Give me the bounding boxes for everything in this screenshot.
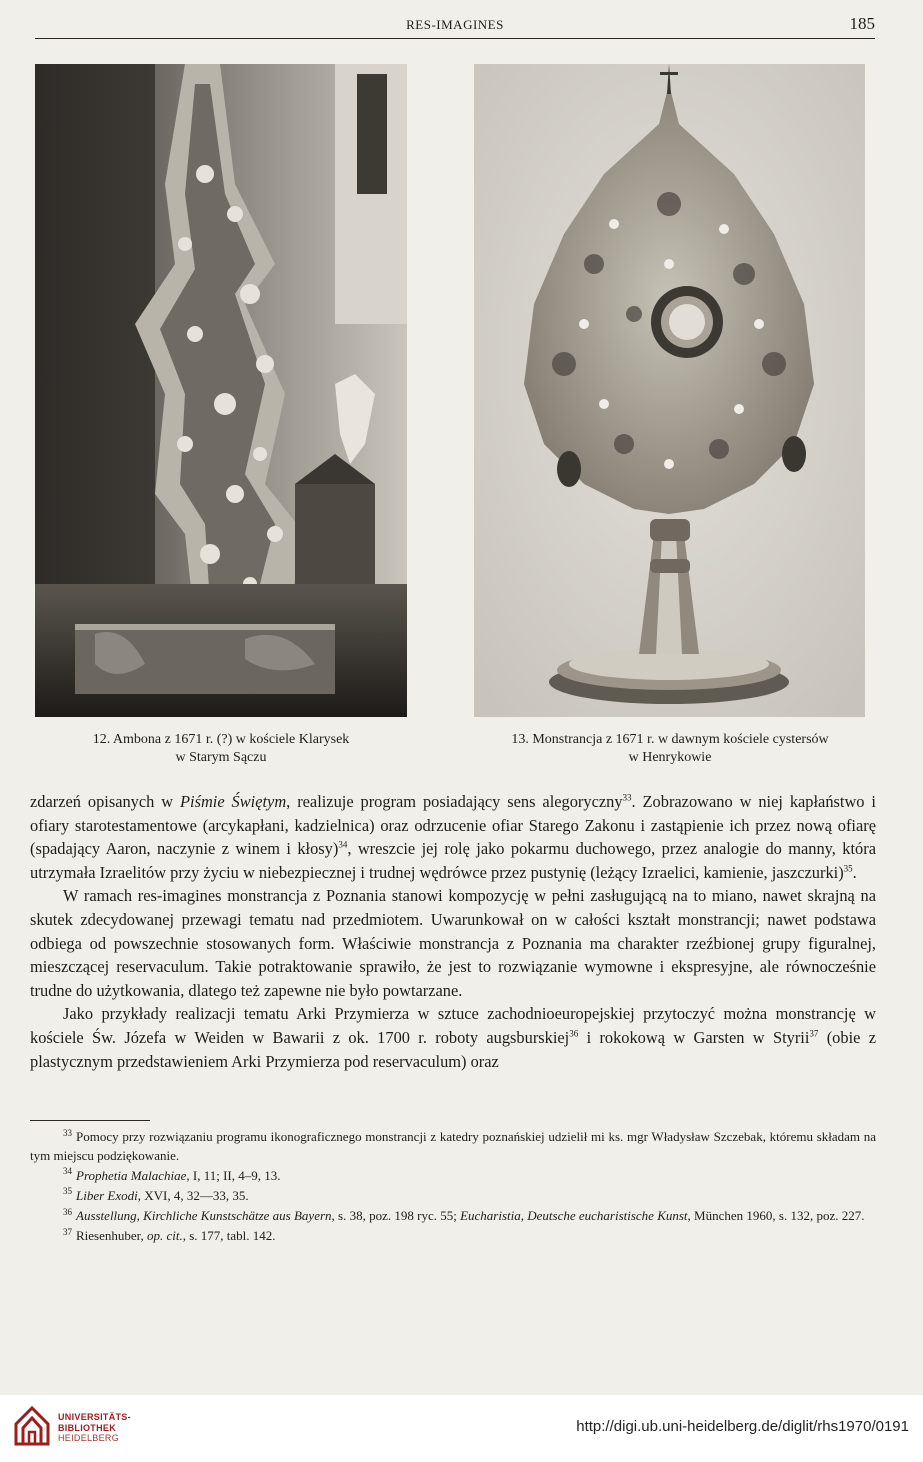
- text-run: Pomocy przy rozwiązaniu programu ikonograficznego monstrancji z katedry poznańskiej udzielił mi ks. mgr Władysław Szczebak, któremu składam na tym miejscu podziękowanie.: [30, 1129, 876, 1163]
- running-title: RES-IMAGINES: [406, 17, 504, 32]
- text-run: Riesenhuber,: [76, 1227, 147, 1243]
- text-run: Jako przykłady realizacji tematu Arki Przymierza w sztuce zachodnioeuropejskiej przytoczyć można monstrancję w kościele Św. Józefa w Weiden w Bawarii z ok. 1700 r. roboty augsburskiej: [30, 1004, 876, 1047]
- text-run: , s. 38, poz. 198 ryc. 55;: [331, 1207, 461, 1223]
- title-italic: Eucharistia, Deutsche eucharistische Kunst: [460, 1207, 688, 1223]
- figure-12-caption: [35, 731, 407, 767]
- footnote-ref[interactable]: 35: [843, 863, 853, 874]
- footnote-rule: [30, 1120, 150, 1121]
- footnote-number: 35: [63, 1186, 72, 1197]
- caption-line: 13. Monstrancja z 1671 r. w dawnym kościele cystersów: [511, 732, 829, 747]
- university-library-logo-icon[interactable]: [12, 1404, 52, 1448]
- body-text: [30, 790, 876, 1073]
- footnote-ref[interactable]: 33: [622, 792, 632, 803]
- text-run: , XVI, 4, 32—33, 35.: [137, 1187, 249, 1203]
- footnote-number: 37: [63, 1226, 72, 1237]
- footer-bar: [0, 1395, 923, 1462]
- caption-line: w Starym Sączu: [175, 750, 267, 765]
- text-run: (obie z plastycznym przedstawieniem Arki Przymierza pod reservaculum) oraz: [30, 1027, 876, 1071]
- footnote-number: 36: [63, 1206, 72, 1217]
- library-name-line: UNIVERSITÄTS-: [58, 1412, 131, 1422]
- footnote-number: 34: [63, 1166, 72, 1177]
- text-run: i rokokową w Garsten w Styrii: [578, 1027, 810, 1047]
- text-run: , München 1960, s. 132, poz. 227.: [687, 1207, 865, 1223]
- footnote: [30, 1167, 876, 1186]
- footnotes: [30, 1128, 876, 1247]
- digital-library-url-link[interactable]: http://digi.ub.uni-heidelberg.de/diglit/rhs1970/0191: [576, 1418, 909, 1435]
- caption-line: 12. Ambona z 1671 r. (?) w kościele Klarysek: [92, 732, 350, 747]
- paragraph: [30, 1002, 876, 1073]
- footnote-ref[interactable]: 36: [569, 1028, 579, 1039]
- figure-monstrance-photo: [474, 64, 865, 717]
- title-italic: op. cit.: [146, 1227, 183, 1243]
- footnote: [30, 1187, 876, 1206]
- text-run: . Zobrazowano w niej kapłaństwo i ofiary starotestamentowe (arcykapłani, kadzielnica) oraz odrzucenie ofiar Starego Zakonu i zastąpienie ich przez nową ofiarę (spadający Aaron, naczynie z winem i kłosy): [30, 792, 876, 859]
- text-run: , wreszcie jej rolę jako pokarmu duchowego, przez analogie do manny, która utrzymała Izraelitów przy życiu w niebezpiecznej i trudnej wędrówce przez pustynię (leżący Izraelici, kamienie, jaszczurki): [30, 839, 876, 882]
- library-name-line: BIBLIOTHEK: [58, 1422, 116, 1433]
- monstrance-illustration: [474, 64, 865, 717]
- figure-13-caption: [460, 731, 880, 767]
- footnote-ref[interactable]: 37: [809, 1028, 819, 1039]
- header-rule: [35, 38, 875, 39]
- pulpit-illustration: [35, 64, 407, 717]
- figure-pulpit-photo: [35, 64, 407, 717]
- title-italic: Liber Exodi: [76, 1187, 138, 1203]
- library-name-line: HEIDELBERG: [58, 1433, 120, 1443]
- caption-line: w Henrykowie: [628, 750, 712, 765]
- footnote-number: 33: [63, 1127, 72, 1138]
- title-italic: Ausstellung, Kirchliche Kunstschätze aus Bayern: [76, 1207, 332, 1223]
- footnote: [30, 1128, 876, 1165]
- text-run: , I, 11; II, 4–9, 13.: [186, 1167, 281, 1183]
- footnote: [30, 1227, 876, 1246]
- text-run: , s. 177, tabl. 142.: [182, 1227, 276, 1243]
- text-run: zdarzeń opisanych w: [30, 792, 181, 811]
- paragraph: W ramach res-imagines monstrancja z Poznania stanowi kompozycję w pełni zasługującą na to miano, nawet skrajną na skutek zdecydowanej przewagi tematu nad przedmiotem. Uwarunkował on w całości kształt monstrancji; nawet podstawa odbiega od powszechnie stosowanych form. Właściwie monstrancja z Poznania ma charakter rzeźbionej grupy figuralnej, mieszczącej reservaculum. Takie potraktowanie sprawiło, że jest to rozwiązanie wymowne i ekspresyjne, ale równocześnie trudne do użytkowania, dlatego też zapewne nie było powtarzane.: [30, 886, 876, 1000]
- running-head: [35, 14, 875, 38]
- footnote-ref[interactable]: 34: [338, 839, 348, 850]
- paragraph: [30, 790, 876, 884]
- text-run: .: [852, 862, 857, 882]
- title-italic: Prophetia Malachiae: [76, 1167, 187, 1183]
- title-italic: Piśmie Świętym: [180, 792, 287, 811]
- footnote: [30, 1207, 876, 1226]
- page-number: 185: [849, 14, 875, 33]
- library-name[interactable]: [58, 1412, 131, 1444]
- text-run: , realizuje program posiadający sens alegoryczny: [286, 792, 623, 811]
